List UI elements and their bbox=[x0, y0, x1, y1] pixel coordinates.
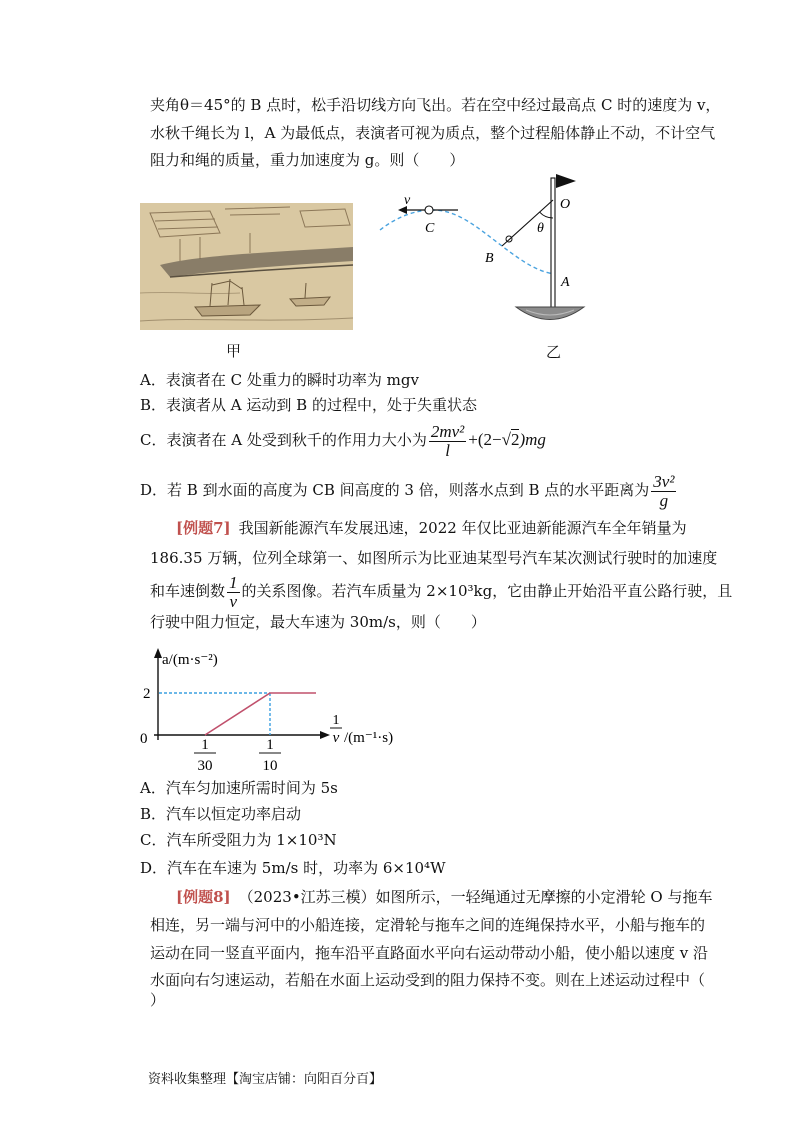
option-letter: D． bbox=[140, 481, 168, 499]
y-tick-2: 2 bbox=[143, 686, 151, 702]
option-text: 表演者在 A 处受到秋千的作用力大小为 bbox=[166, 431, 427, 449]
x-tick-2-denominator: 10 bbox=[262, 758, 278, 774]
pole bbox=[551, 178, 555, 310]
figure-label-jia: 甲 bbox=[226, 342, 242, 360]
p6-option-c bbox=[140, 420, 546, 460]
fraction-numerator: 2mv² bbox=[430, 421, 465, 441]
p6-option-d bbox=[140, 470, 678, 510]
x-axis-label-unit: /(m⁻¹·s) bbox=[344, 730, 394, 746]
fraction-denominator: l bbox=[445, 440, 450, 460]
graph-line bbox=[205, 693, 316, 735]
p6-option-a bbox=[140, 370, 419, 390]
option-letter: C． bbox=[140, 831, 167, 849]
x-tick-1-numerator: 1 bbox=[201, 737, 209, 753]
x-axis-label-numerator: 1 bbox=[332, 713, 340, 728]
point-c bbox=[425, 206, 433, 214]
label-c: C bbox=[425, 221, 435, 236]
p7-line-1 bbox=[176, 518, 687, 538]
fraction-denominator: g bbox=[659, 490, 669, 510]
option-text: 汽车匀加速所需时间为 5s bbox=[165, 779, 338, 797]
x-axis-arrowhead bbox=[320, 731, 330, 739]
option-text: 汽车以恒定功率启动 bbox=[166, 805, 302, 823]
option-text: 表演者从 A 运动到 B 的过程中，处于失重状态 bbox=[166, 396, 477, 414]
acceleration-graph bbox=[130, 640, 410, 785]
figure-label-yi: 乙 bbox=[546, 343, 562, 361]
boat bbox=[516, 307, 584, 320]
p8-line-2: 相连，另一端与河中的小船连接，定滑轮与拖车之间的连绳保持水平，小船与拖车的 bbox=[150, 916, 706, 934]
expression-tail-1: +(2−√ bbox=[468, 430, 511, 449]
fraction bbox=[227, 574, 240, 611]
option-letter: B． bbox=[140, 805, 167, 823]
p7-line-2: 186.35 万辆，位列全球第一、如图所示为比亚迪某型号汽车某次测试行驶时的加速度 bbox=[150, 549, 718, 567]
option-letter: A． bbox=[140, 779, 166, 797]
p7-option-b bbox=[140, 804, 301, 824]
flag bbox=[556, 174, 576, 188]
option-letter: D． bbox=[140, 859, 168, 877]
option-text: 若 B 到水面的高度为 CB 间高度的 3 倍，则落水点到 B 点的水平距离为 bbox=[167, 481, 650, 499]
p8-line-5: ） bbox=[150, 991, 166, 1009]
option-text: 汽车所受阻力为 1×10³N bbox=[166, 831, 337, 849]
fraction-denominator: v bbox=[229, 591, 238, 611]
p8-line-1 bbox=[176, 887, 713, 907]
p7-option-d bbox=[140, 858, 446, 878]
p7-line-1-text: 我国新能源汽车发展迅速，2022 年仅比亚迪新能源汽车全年销量为 bbox=[238, 519, 687, 537]
option-text: 表演者在 C 处重力的瞬时功率为 mgv bbox=[165, 371, 419, 389]
x-tick-1-denominator: 30 bbox=[197, 758, 213, 774]
expression-tail-2: )mg bbox=[519, 430, 546, 449]
radicand: 2 bbox=[510, 430, 520, 449]
p7-line-3-a: 和车速倒数 bbox=[150, 582, 226, 600]
x-axis-label-denominator: v bbox=[332, 730, 340, 746]
p7-tag: [例题7] bbox=[176, 519, 231, 537]
trajectory-dashed-curve bbox=[380, 210, 555, 274]
fraction bbox=[651, 473, 676, 510]
option-letter: B． bbox=[140, 396, 167, 414]
p6-stem-line-3: 阻力和绳的质量，重力加速度为 g。则（ ） bbox=[150, 151, 465, 169]
label-theta: θ bbox=[537, 221, 544, 236]
p6-stem-line-2: 水秋千绳长为 l，A 为最低点，表演者可视为质点，整个过程船体静止不动，不计空气 bbox=[150, 124, 716, 142]
p8-line-1-text: （2023•江苏三模）如图所示，一轻绳通过无摩擦的小定滑轮 O 与拖车 bbox=[238, 888, 713, 906]
p8-line-4: 水面向右匀速运动，若船在水面上运动受到的阻力保持不变。则在上述运动过程中（ bbox=[150, 971, 706, 989]
p7-line-3-b: 的关系图像。若汽车质量为 2×10³kg，它由静止开始沿平直公路行驶，且 bbox=[241, 582, 733, 600]
painting-jia bbox=[140, 203, 353, 330]
swing-diagram-yi bbox=[378, 170, 590, 330]
label-a: A bbox=[561, 275, 570, 290]
fraction-numerator: 1 bbox=[229, 572, 238, 592]
y-axis-arrowhead bbox=[154, 648, 162, 658]
option-letter: A． bbox=[140, 371, 166, 389]
rope bbox=[502, 200, 553, 246]
y-axis-label: a/(m·s⁻²) bbox=[162, 652, 218, 668]
p7-option-c bbox=[140, 830, 337, 850]
option-text: 汽车在车速为 5m/s 时，功率为 6×10⁴W bbox=[167, 859, 446, 877]
p6-stem-line-1: 夹角θ＝45°的 B 点时，松手沿切线方向飞出。若在空中经过最高点 C 时的速度为 v， bbox=[150, 96, 721, 114]
x-tick-2-numerator: 1 bbox=[266, 737, 274, 753]
label-o: O bbox=[560, 197, 571, 212]
p6-option-b bbox=[140, 395, 477, 415]
page-footer: 资料收集整理【淘宝店铺：向阳百分百】 bbox=[148, 1072, 383, 1087]
p8-line-3: 运动在同一竖直平面内，拖车沿平直路面水平向右运动带动小船，使小船以速度 v 沿 bbox=[150, 944, 709, 962]
p7-option-a bbox=[140, 778, 338, 798]
p7-line-4: 行驶中阻力恒定，最大车速为 30m/s，则（ ） bbox=[150, 613, 486, 631]
p8-tag: [例题8] bbox=[176, 888, 231, 906]
origin-label: 0 bbox=[140, 731, 148, 747]
label-b: B bbox=[485, 251, 494, 266]
option-letter: C． bbox=[140, 431, 167, 449]
fraction bbox=[429, 423, 466, 460]
fraction-numerator: 3v² bbox=[653, 471, 675, 491]
label-v: v bbox=[404, 193, 411, 208]
p7-line-3 bbox=[150, 571, 732, 611]
